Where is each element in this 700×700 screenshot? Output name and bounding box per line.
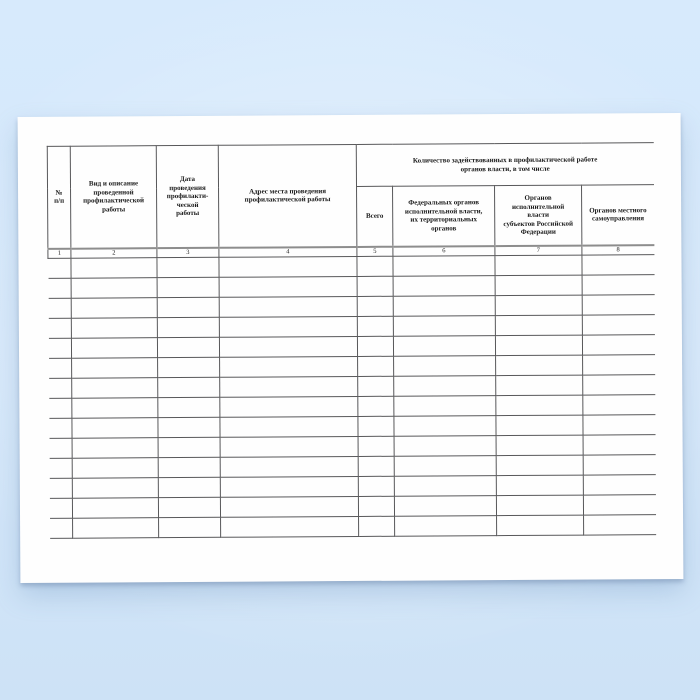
empty-cell [49, 358, 72, 378]
empty-cell [49, 498, 72, 518]
empty-cell [157, 277, 219, 297]
empty-cell [357, 336, 393, 356]
header-col-federal-bodies: Федеральных органов исполнительной власти, их территориальных органов [393, 186, 495, 247]
empty-cell [393, 276, 495, 297]
column-number: 8 [582, 245, 654, 255]
empty-cell [357, 276, 393, 296]
empty-cell [582, 315, 654, 335]
empty-cell [72, 438, 158, 459]
empty-cell [393, 296, 495, 317]
header-row-main [47, 143, 653, 189]
empty-cell [393, 336, 495, 357]
empty-cell [583, 395, 655, 415]
empty-cell [583, 375, 655, 395]
empty-cell [497, 515, 584, 536]
header-col-work-type: Вид и описание проведенной профилактической работы [70, 146, 157, 249]
empty-cell [359, 516, 395, 536]
empty-cell [583, 415, 655, 435]
empty-cell [72, 478, 158, 499]
empty-cell [358, 416, 394, 436]
empty-cell [158, 357, 220, 377]
empty-cell [158, 457, 220, 477]
empty-cell [72, 358, 158, 379]
empty-cell [220, 396, 358, 417]
empty-cell [495, 255, 582, 276]
header-col-row-number: № п/п [47, 146, 71, 248]
empty-cell [583, 455, 655, 475]
empty-cell [584, 515, 656, 535]
empty-cell [48, 318, 71, 338]
empty-cell [358, 476, 394, 496]
empty-cell [49, 418, 72, 438]
empty-cell [394, 396, 496, 417]
empty-cell [157, 257, 219, 277]
empty-cell [158, 497, 220, 517]
empty-cell [582, 255, 654, 275]
empty-cell [358, 376, 394, 396]
empty-cell [157, 337, 219, 357]
empty-cell [73, 518, 159, 539]
empty-cell [158, 397, 220, 417]
empty-cell [395, 516, 497, 537]
empty-cell [394, 356, 496, 377]
column-number: 2 [71, 248, 157, 259]
empty-cell [219, 336, 357, 357]
empty-cell [393, 316, 495, 337]
empty-cell [583, 475, 655, 495]
empty-cell [394, 476, 496, 497]
empty-cell [394, 456, 496, 477]
empty-cell [72, 498, 158, 519]
header-col-regional-bodies: Органов исполнительной власти субъектов Российской Федерации [495, 185, 582, 246]
empty-cell [393, 256, 495, 277]
empty-cell [357, 296, 393, 316]
empty-cell [71, 298, 157, 319]
empty-cell [394, 436, 496, 457]
empty-cell [358, 396, 394, 416]
empty-cell [496, 415, 583, 436]
column-number: 6 [393, 246, 495, 257]
empty-cell [48, 338, 71, 358]
empty-cell [220, 356, 358, 377]
empty-entry-row [50, 515, 656, 539]
empty-cell [495, 275, 582, 296]
empty-cell [495, 295, 582, 316]
column-number: 5 [357, 246, 393, 256]
empty-cell [71, 258, 157, 279]
empty-cell [219, 276, 357, 297]
empty-cell [220, 456, 358, 477]
empty-cell [220, 416, 358, 437]
header-col-work-date: Дата проведения профилакти- ческой работы [156, 145, 219, 247]
empty-cell [49, 478, 72, 498]
empty-cell [158, 437, 220, 457]
empty-cell [496, 455, 583, 476]
empty-cell [582, 275, 654, 295]
empty-cell [358, 496, 394, 516]
empty-cell [157, 297, 219, 317]
empty-cell [49, 438, 72, 458]
empty-cell [220, 376, 358, 397]
empty-cell [582, 335, 654, 355]
empty-cell [583, 435, 655, 455]
empty-cell [394, 416, 496, 437]
empty-cell [49, 458, 72, 478]
empty-cell [71, 278, 157, 299]
empty-cell [496, 375, 583, 396]
header-col-local-government: Органов местного самоуправления [582, 185, 654, 245]
empty-cell [71, 338, 157, 359]
empty-cell [72, 418, 158, 439]
empty-cell [159, 517, 221, 537]
empty-cell [72, 378, 158, 399]
empty-cell [582, 295, 654, 315]
prevention-work-log-table [47, 142, 656, 539]
empty-cell [72, 458, 158, 479]
empty-cell [583, 495, 655, 515]
empty-cell [358, 436, 394, 456]
empty-cell [496, 355, 583, 376]
empty-cell [358, 356, 394, 376]
empty-cell [158, 477, 220, 497]
empty-cell [357, 316, 393, 336]
empty-cell [50, 518, 73, 538]
empty-cell [220, 436, 358, 457]
empty-cell [48, 258, 71, 278]
empty-cell [495, 315, 582, 336]
document-page [18, 113, 684, 583]
column-number: 3 [157, 247, 219, 257]
empty-cell [358, 456, 394, 476]
header-col-work-address: Адрес места проведения профилактической работы [218, 144, 357, 247]
empty-cell [583, 355, 655, 375]
empty-cell [221, 516, 359, 537]
empty-cell [220, 496, 358, 517]
empty-cell [219, 256, 357, 277]
column-number: 7 [495, 245, 582, 256]
empty-cell [49, 378, 72, 398]
empty-cell [496, 435, 583, 456]
empty-cell [394, 376, 496, 397]
empty-cell [48, 278, 71, 298]
empty-cell [394, 496, 496, 517]
empty-cell [158, 417, 220, 437]
empty-cell [71, 318, 157, 339]
empty-cell [357, 256, 393, 276]
empty-cell [158, 377, 220, 397]
empty-cell [48, 298, 71, 318]
column-number: 4 [219, 246, 357, 257]
empty-cell [496, 395, 583, 416]
group-header-authorities-involved: Количество задействованных в профилактической работе органов власти, в том числе [356, 143, 653, 187]
empty-cell [49, 398, 72, 418]
header-col-total: Всего [357, 186, 393, 246]
empty-cell [495, 335, 582, 356]
empty-cell [219, 296, 357, 317]
empty-cell [220, 476, 358, 497]
empty-cell [72, 398, 158, 419]
column-number: 1 [48, 248, 71, 258]
empty-cell [496, 475, 583, 496]
empty-cell [496, 495, 583, 516]
empty-cell [157, 317, 219, 337]
empty-cell [219, 316, 357, 337]
